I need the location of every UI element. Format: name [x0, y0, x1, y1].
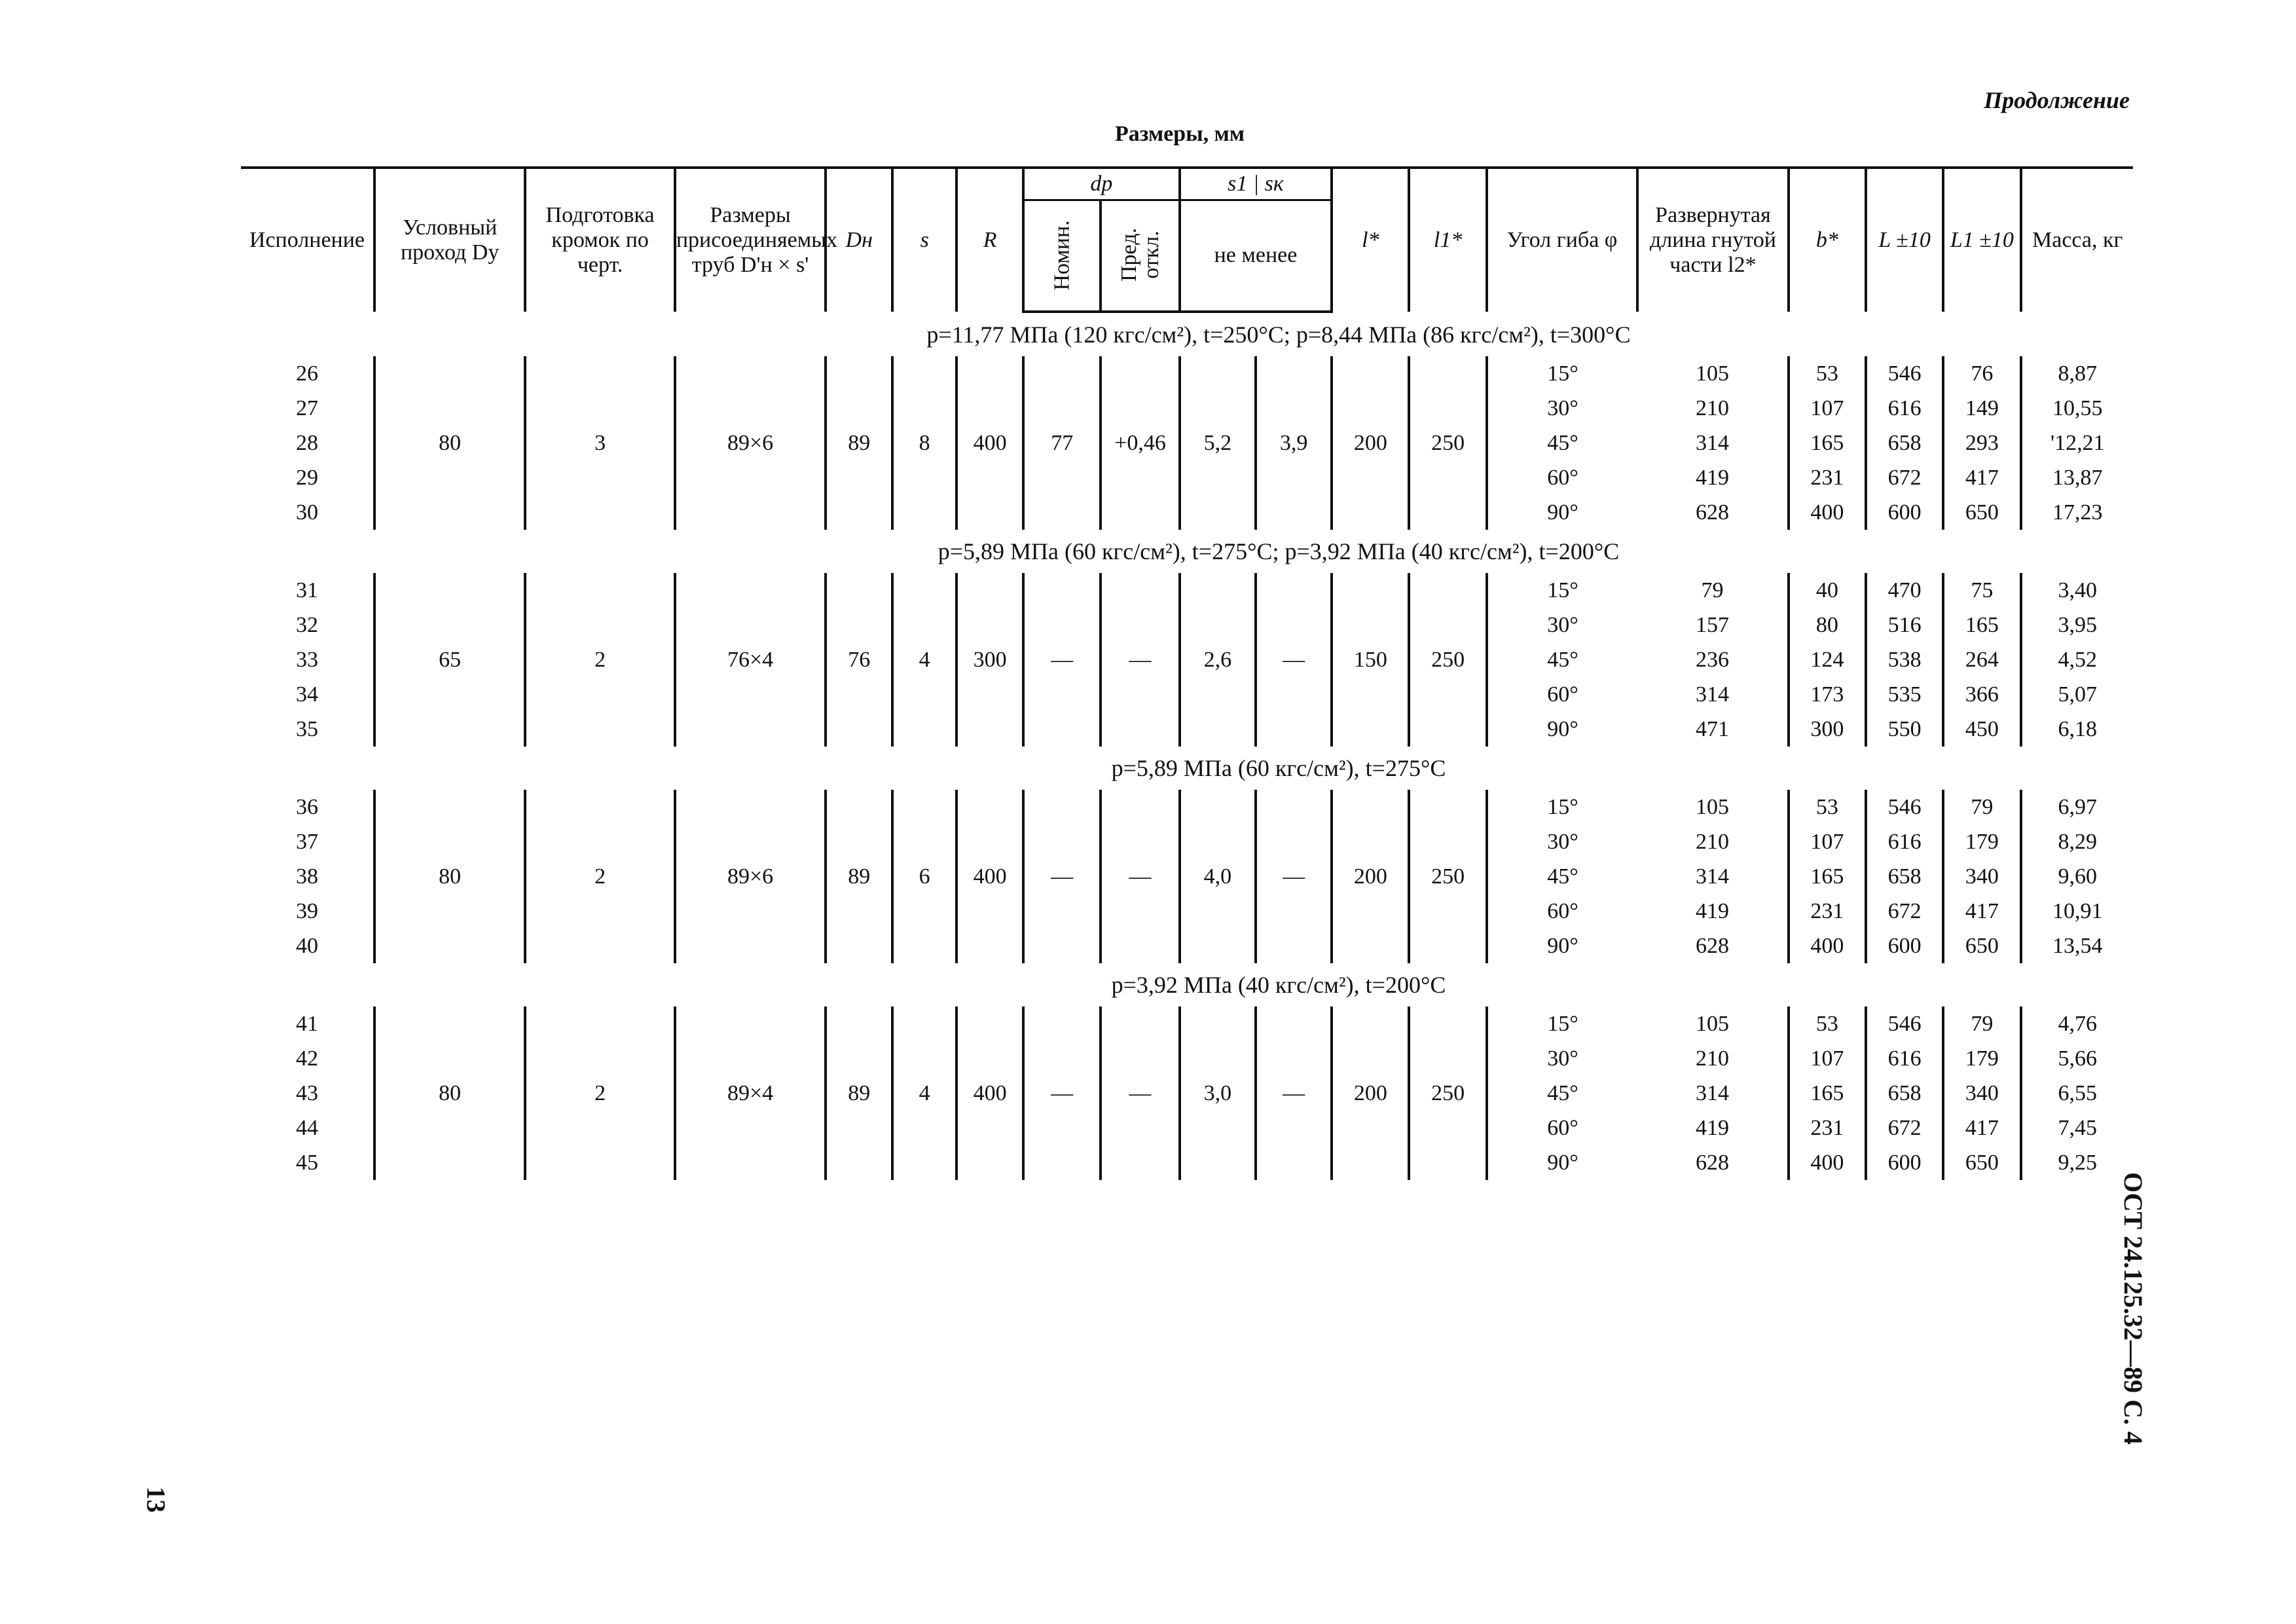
cell-L1: 417	[1943, 460, 2020, 495]
cell-L: 600	[1866, 495, 1943, 530]
cell-b: 124	[1789, 642, 1866, 677]
condition-row	[241, 747, 2133, 790]
cell-L: 470	[1866, 573, 1943, 608]
cell-s1: 5,2	[1180, 356, 1256, 530]
cell-pipe: 89×6	[675, 790, 826, 963]
cell-isp: 40	[295, 933, 318, 958]
cell-ugol: 15°	[1487, 790, 1637, 824]
cell-l: 150	[1332, 573, 1409, 747]
table-row	[241, 790, 2133, 824]
col-dp-nom	[1023, 200, 1101, 312]
col-s: s	[892, 168, 957, 312]
cell-l: 200	[1332, 790, 1409, 963]
cell-isp: 30	[295, 500, 318, 525]
cell-b: 173	[1789, 677, 1866, 712]
cell-L1: 179	[1943, 824, 2020, 859]
cell-s: 8	[892, 356, 957, 530]
cell-L: 550	[1866, 712, 1943, 747]
cell-r: 400	[957, 356, 1023, 530]
cell-isp: 36	[295, 794, 318, 819]
cell-L1: 149	[1943, 391, 2020, 426]
col-dp-pred	[1101, 200, 1179, 312]
cell-isp: 35	[295, 716, 318, 741]
cell-isp: 31	[295, 578, 318, 602]
cell-dp-pred: —	[1101, 573, 1179, 747]
col-dp-nom-label: Номин.	[1049, 220, 1074, 291]
cell-mass: 5,66	[2021, 1041, 2133, 1076]
cell-pipe: 89×6	[675, 356, 826, 530]
cell-mass: 7,45	[2021, 1111, 2133, 1145]
cell-l1: 250	[1409, 790, 1486, 963]
cell-b: 231	[1789, 894, 1866, 929]
cell-len: 314	[1695, 682, 1729, 707]
cell-L: 672	[1866, 460, 1943, 495]
cell-dn: 89	[826, 356, 892, 530]
cell-mass: 6,18	[2021, 712, 2133, 747]
cell-L1: 179	[1943, 1041, 2020, 1076]
cell-L1: 340	[1943, 1076, 2020, 1111]
cell-pipe: 76×4	[675, 573, 826, 747]
cell-len: 210	[1695, 1046, 1729, 1071]
cell-b: 165	[1789, 859, 1866, 894]
cell-L1: 650	[1943, 495, 2020, 530]
cell-b: 400	[1789, 1145, 1866, 1180]
cell-isp: 28	[295, 430, 318, 455]
cell-s: 6	[892, 790, 957, 963]
cell-len: 628	[1695, 933, 1729, 958]
cell-mass: 6,97	[2021, 790, 2133, 824]
cell-ugol: 90°	[1487, 929, 1637, 963]
table-row	[241, 1006, 2133, 1041]
cell-b: 107	[1789, 1041, 1866, 1076]
cell-b: 53	[1789, 790, 1866, 824]
cell-b: 165	[1789, 426, 1866, 460]
cell-s: 4	[892, 573, 957, 747]
cell-mass: 8,29	[2021, 824, 2133, 859]
col-l1: l1*	[1409, 168, 1486, 312]
page-number: 13	[141, 1486, 171, 1513]
cell-mass: '12,21	[2021, 426, 2133, 460]
cell-mass: 5,07	[2021, 677, 2133, 712]
cell-dp-pred: —	[1101, 790, 1179, 963]
cell-dp-pred: +0,46	[1101, 356, 1179, 530]
cell-len: 105	[1695, 794, 1729, 819]
col-r: R	[957, 168, 1023, 312]
cell-mass: 13,54	[2021, 929, 2133, 963]
col-ne-menee: не менее	[1180, 200, 1332, 312]
cell-L: 616	[1866, 824, 1943, 859]
cell-sk: 3,9	[1256, 356, 1332, 530]
cell-L1: 293	[1943, 426, 2020, 460]
cell-s1: 4,0	[1180, 790, 1256, 963]
col-pipe: Размеры присоединяемых труб D'н × s'	[675, 168, 826, 312]
dimensions-table	[241, 166, 2133, 1180]
col-dy: Условный проход Dу	[374, 168, 525, 312]
cell-ugol: 30°	[1487, 1041, 1637, 1076]
cell-L1: 340	[1943, 859, 2020, 894]
cell-b: 400	[1789, 929, 1866, 963]
cell-ugol: 30°	[1487, 608, 1637, 642]
cell-b: 165	[1789, 1076, 1866, 1111]
cell-isp: 27	[295, 396, 318, 420]
cell-L1: 417	[1943, 894, 2020, 929]
cell-l: 200	[1332, 356, 1409, 530]
cell-L1: 450	[1943, 712, 2020, 747]
cell-r: 300	[957, 573, 1023, 747]
cell-ugol: 45°	[1487, 642, 1637, 677]
cell-podg: 2	[525, 790, 674, 963]
cell-dn: 89	[826, 790, 892, 963]
col-dn: Dн	[826, 168, 892, 312]
condition-row	[241, 963, 2133, 1006]
cell-ugol: 60°	[1487, 894, 1637, 929]
cell-pipe: 89×4	[675, 1006, 826, 1180]
cell-dp-nom: 77	[1023, 356, 1101, 530]
col-razv: Развернутая длина гнутой части l2*	[1637, 168, 1788, 312]
cell-len: 314	[1695, 864, 1729, 889]
cell-ugol: 45°	[1487, 859, 1637, 894]
cell-mass: 9,25	[2021, 1145, 2133, 1180]
col-L1: L1 ±10	[1943, 168, 2020, 312]
cell-ugol: 90°	[1487, 1145, 1637, 1180]
condition-row	[241, 312, 2133, 356]
cell-L1: 650	[1943, 1145, 2020, 1180]
cell-L1: 264	[1943, 642, 2020, 677]
cell-ugol: 30°	[1487, 824, 1637, 859]
cell-dp-pred: —	[1101, 1006, 1179, 1180]
col-s1sk: s1 | sк	[1180, 168, 1332, 200]
cell-podg: 2	[525, 1006, 674, 1180]
table-title: Размеры, мм	[1115, 122, 1245, 146]
cell-isp: 33	[295, 647, 318, 672]
cell-isp: 39	[295, 898, 318, 923]
cell-ugol: 45°	[1487, 1076, 1637, 1111]
continuation-label: Продолжение	[1984, 87, 2130, 113]
cell-L: 516	[1866, 608, 1943, 642]
cell-b: 400	[1789, 495, 1866, 530]
cell-mass: 3,95	[2021, 608, 2133, 642]
cell-len: 210	[1695, 829, 1729, 854]
cell-len: 105	[1695, 361, 1729, 386]
cell-mass: 17,23	[2021, 495, 2133, 530]
cell-sk: —	[1256, 790, 1332, 963]
col-L: L ±10	[1866, 168, 1943, 312]
cell-dy: 80	[374, 1006, 525, 1180]
cell-len: 236	[1695, 647, 1729, 672]
cell-s1: 3,0	[1180, 1006, 1256, 1180]
cell-L: 658	[1866, 1076, 1943, 1111]
cell-L: 538	[1866, 642, 1943, 677]
cell-ugol: 45°	[1487, 426, 1637, 460]
cell-len: 419	[1695, 1115, 1729, 1140]
cell-dy: 80	[374, 356, 525, 530]
cell-ugol: 30°	[1487, 391, 1637, 426]
cell-len: 210	[1695, 396, 1729, 420]
cell-dy: 80	[374, 790, 525, 963]
cell-b: 40	[1789, 573, 1866, 608]
cell-ugol: 15°	[1487, 356, 1637, 391]
cell-len: 157	[1695, 612, 1729, 637]
cell-isp: 42	[295, 1046, 318, 1071]
cell-dp-nom: —	[1023, 573, 1101, 747]
cell-len: 79	[1701, 578, 1724, 602]
cell-L: 600	[1866, 1145, 1943, 1180]
cell-ugol: 90°	[1487, 495, 1637, 530]
cell-sk: —	[1256, 1006, 1332, 1180]
cell-ugol: 60°	[1487, 1111, 1637, 1145]
cell-mass: 8,87	[2021, 356, 2133, 391]
cell-isp: 38	[295, 864, 318, 889]
cell-len: 471	[1695, 716, 1729, 741]
cell-L: 546	[1866, 790, 1943, 824]
cell-l1: 250	[1409, 1006, 1486, 1180]
cell-podg: 2	[525, 573, 674, 747]
cell-ugol: 90°	[1487, 712, 1637, 747]
col-dp-pred-label: Пред. откл.	[1116, 228, 1163, 282]
cell-l: 200	[1332, 1006, 1409, 1180]
cell-len: 105	[1695, 1011, 1729, 1036]
cell-L1: 75	[1943, 573, 2020, 608]
cell-len: 419	[1695, 898, 1729, 923]
cell-L: 672	[1866, 1111, 1943, 1145]
cell-mass: 4,52	[2021, 642, 2133, 677]
cell-l1: 250	[1409, 356, 1486, 530]
cell-mass: 4,76	[2021, 1006, 2133, 1041]
cell-ugol: 60°	[1487, 460, 1637, 495]
cell-len: 628	[1695, 1150, 1729, 1175]
condition-text: p=5,89 МПа (60 кгс/см²), t=275°C	[1111, 754, 1446, 781]
col-podg: Подготовка кромок по черт.	[525, 168, 674, 312]
cell-ugol: 15°	[1487, 1006, 1637, 1041]
cell-b: 231	[1789, 1111, 1866, 1145]
cell-s1: 2,6	[1180, 573, 1256, 747]
cell-dn: 76	[826, 573, 892, 747]
cell-isp: 44	[295, 1115, 318, 1140]
cell-isp: 26	[295, 361, 318, 386]
cell-L: 600	[1866, 929, 1943, 963]
cell-sk: —	[1256, 573, 1332, 747]
cell-mass: 6,55	[2021, 1076, 2133, 1111]
cell-b: 53	[1789, 356, 1866, 391]
table-body	[241, 312, 2133, 1180]
cell-isp: 43	[295, 1080, 318, 1105]
cell-len: 628	[1695, 500, 1729, 525]
cell-b: 53	[1789, 1006, 1866, 1041]
col-isp: Исполнение	[241, 168, 374, 312]
cell-len: 419	[1695, 465, 1729, 490]
cell-L1: 79	[1943, 1006, 2020, 1041]
cell-b: 300	[1789, 712, 1866, 747]
cell-r: 400	[957, 790, 1023, 963]
cell-isp: 32	[295, 612, 318, 637]
cell-l1: 250	[1409, 573, 1486, 747]
table-row	[241, 356, 2133, 391]
cell-L: 616	[1866, 391, 1943, 426]
cell-L: 535	[1866, 677, 1943, 712]
cell-dn: 89	[826, 1006, 892, 1180]
cell-ugol: 15°	[1487, 573, 1637, 608]
cell-podg: 3	[525, 356, 674, 530]
cell-r: 400	[957, 1006, 1023, 1180]
cell-L1: 76	[1943, 356, 2020, 391]
cell-ugol: 60°	[1487, 677, 1637, 712]
cell-L1: 79	[1943, 790, 2020, 824]
cell-L1: 650	[1943, 929, 2020, 963]
cell-mass: 10,55	[2021, 391, 2133, 426]
cell-isp: 41	[295, 1011, 318, 1036]
cell-L: 658	[1866, 426, 1943, 460]
cell-L1: 366	[1943, 677, 2020, 712]
cell-L1: 165	[1943, 608, 2020, 642]
col-l: l*	[1332, 168, 1409, 312]
cell-len: 314	[1695, 1080, 1729, 1105]
cell-dp-nom: —	[1023, 1006, 1101, 1180]
cell-len: 314	[1695, 430, 1729, 455]
col-ugol: Угол гиба φ	[1487, 168, 1637, 312]
cell-mass: 13,87	[2021, 460, 2133, 495]
col-mass: Масса, кг	[2021, 168, 2133, 312]
cell-L1: 417	[1943, 1111, 2020, 1145]
cell-L: 546	[1866, 1006, 1943, 1041]
cell-mass: 9,60	[2021, 859, 2133, 894]
table-row	[241, 573, 2133, 608]
condition-row	[241, 530, 2133, 573]
cell-L: 672	[1866, 894, 1943, 929]
cell-mass: 3,40	[2021, 573, 2133, 608]
col-dp: dр	[1023, 168, 1180, 200]
standard-designation: ОСТ 24.125.32—89 С. 4	[2119, 1172, 2148, 1445]
cell-mass: 10,91	[2021, 894, 2133, 929]
cell-dp-nom: —	[1023, 790, 1101, 963]
col-b: b*	[1789, 168, 1866, 312]
cell-isp: 29	[295, 465, 318, 490]
cell-isp: 34	[295, 682, 318, 707]
condition-text: p=5,89 МПа (60 кгс/см²), t=275°C; p=3,92 МПа (40 кгс/см²), t=200°C	[938, 538, 1620, 564]
cell-L: 546	[1866, 356, 1943, 391]
cell-dy: 65	[374, 573, 525, 747]
cell-L: 616	[1866, 1041, 1943, 1076]
cell-L: 658	[1866, 859, 1943, 894]
cell-s: 4	[892, 1006, 957, 1180]
cell-b: 80	[1789, 608, 1866, 642]
cell-isp: 37	[295, 829, 318, 854]
cell-b: 231	[1789, 460, 1866, 495]
condition-text: p=3,92 МПа (40 кгс/см²), t=200°C	[1111, 971, 1446, 998]
cell-b: 107	[1789, 391, 1866, 426]
cell-isp: 45	[295, 1150, 318, 1175]
condition-text: p=11,77 МПа (120 кгс/см²), t=250°C; p=8,44 МПа (86 кгс/см²), t=300°C	[926, 321, 1631, 348]
cell-b: 107	[1789, 824, 1866, 859]
